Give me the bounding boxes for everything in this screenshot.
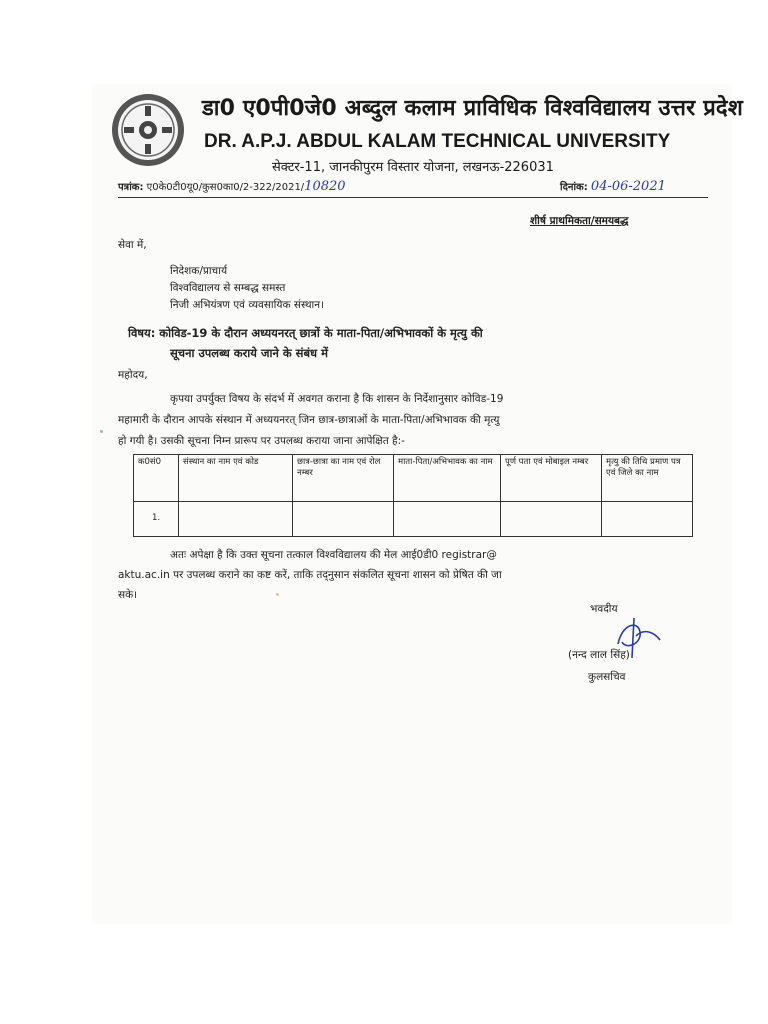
letter-number-label: पत्रांक:: [118, 182, 144, 193]
col-institute-header: संस्थान का नाम एवं कोड: [179, 455, 293, 502]
letter-date: [560, 179, 666, 194]
body-para2-line1: अतः अपेक्षा है कि उक्त सूचना तत्काल विश्वविद्यालय की मेल आई0डी0 registrar@: [170, 549, 497, 561]
letter-number-handwritten: 10820: [304, 179, 346, 194]
university-name-hindi: डा0 ए0पी0जे0 अब्दुल कलाम प्राविधिक विश्वविद्यालय उत्तर प्रदेश: [202, 96, 743, 121]
col-parent-header: माता-पिता/अभिभावक का नाम: [394, 455, 501, 502]
col-serial-header: क0सं0: [134, 455, 179, 502]
scan-speck: [276, 593, 279, 596]
university-address: सेक्टर-11, जानकीपुरम विस्तार योजना, लखनऊ-226031: [272, 160, 554, 175]
university-seal-logo: [110, 92, 186, 168]
recipient-line-3: निजी अभियंत्रण एवं व्यवसायिक संस्थान।: [170, 299, 325, 311]
closing-text: भवदीय: [590, 603, 618, 615]
university-name-english: DR. A.P.J. ABDUL KALAM TECHNICAL UNIVERSITY: [204, 131, 671, 152]
table-cell: [293, 502, 394, 537]
scan-speck: [100, 430, 103, 433]
table-cell: [602, 502, 693, 537]
recipient-line-2: विश्वविद्यालय से सम्बद्ध समस्त: [170, 282, 286, 294]
greeting: महोदय,: [118, 369, 148, 381]
recipient-line-1: निदेशक/प्राचार्य: [170, 265, 228, 277]
col-address-header: पूर्ण पता एवं मोबाइल नम्बर: [501, 455, 602, 502]
recipient-to: सेवा में,: [118, 239, 147, 251]
table-cell: 1.: [134, 502, 179, 537]
priority-tag: शीर्ष प्राथमिकता/समयबद्ध: [530, 215, 629, 227]
body-para2-line3: सके।: [118, 589, 138, 601]
body-para1-line2: महामारी के दौरान आपके संस्थान में अध्ययनरत् जिन छात्र-छात्राओं के माता-पिता/अभिभावक की मृत्यु: [118, 414, 500, 426]
body-para2-line2: aktu.ac.in पर उपलब्ध कराने का कष्ट करें, ताकि तद्नुसान संकलित सूचना शासन को प्रेषित की जा: [118, 569, 502, 581]
letter-number-value: ए0के0टी0यू0/कुस0का0/2-322/2021/: [146, 182, 305, 193]
signatory-name: (नन्द लाल सिंह): [568, 649, 630, 661]
table-header-row: [134, 455, 693, 502]
table-cell: [179, 502, 293, 537]
subject-line-2: सूचना उपलब्ध कराये जाने के संबंध में: [170, 346, 328, 360]
body-para1-line3: हो गयी है। उसकी सूचना निम्न प्रारूप पर उपलब्ध कराया जाना आपेक्षित है:-: [118, 435, 405, 447]
col-death-details-header: मृत्यु की तिथि प्रमाण पत्र एवं जिले का नाम: [602, 455, 693, 502]
date-handwritten: 04-06-2021: [590, 179, 666, 194]
body-para1-line1: कृपया उपर्युक्त विषय के संदर्भ में अवगत कराना है कि शासन के निर्देशानुसार कोविड-19: [170, 393, 504, 405]
table-cell: [501, 502, 602, 537]
signatory-designation: कुलसचिव: [588, 671, 626, 683]
date-label: दिनांक:: [560, 182, 588, 193]
subject-line-1: विषय: कोविड-19 के दौरान अध्ययनरत् छात्रों के माता-पिता/अभिभावकों के मृत्यु की: [128, 326, 483, 340]
information-table: [133, 454, 693, 537]
table-cell: [394, 502, 501, 537]
reference-row: [118, 177, 708, 198]
table-row: [134, 502, 693, 537]
letter-number: [118, 179, 346, 194]
col-student-header: छात्र-छात्रा का नाम एवं रोल नम्बर: [293, 455, 394, 502]
